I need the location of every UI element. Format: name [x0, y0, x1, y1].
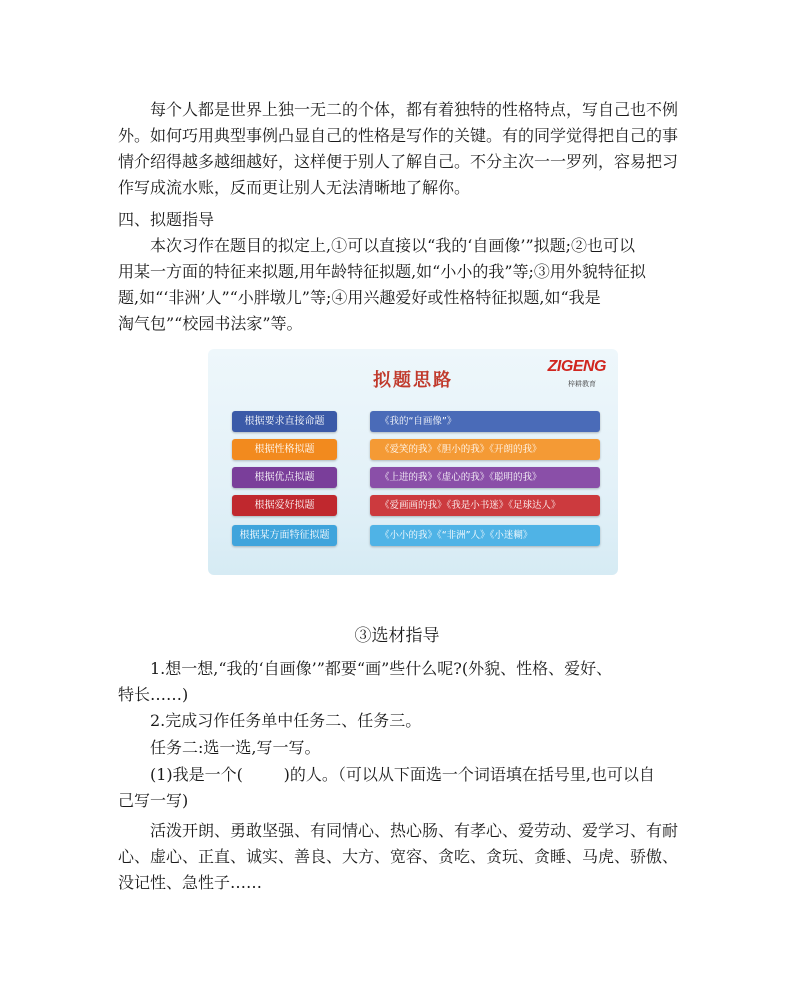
guidance-line: 题,如“‘非洲’人”“小胖墩儿”等;④用兴趣爱好或性格特征拟题,如“我是 — [118, 288, 601, 307]
guidance-line: 淘气包”“校园书法家”等。 — [118, 314, 303, 333]
section-heading-material-guidance: ③选材指导 — [354, 626, 440, 646]
title-guidance-paragraph — [118, 233, 678, 337]
category-label: 根据要求直接命题 — [232, 411, 337, 432]
question-1-line: 己写一写) — [118, 791, 189, 810]
word-list — [118, 818, 678, 896]
intro-line: 每个人都是世界上独一无二的个体，都有着独特的性格特点，写自己也不例 — [150, 100, 679, 119]
item-1 — [118, 656, 678, 708]
intro-line: 外。如何巧用典型事例凸显自己的性格是写作的关键。有的同学觉得把自己的事 — [118, 126, 679, 145]
category-label: 根据性格拟题 — [232, 439, 337, 460]
example-titles-bar: 《爱画画的我》《我是小书迷》《足球达人》 — [370, 495, 600, 516]
example-titles-bar: 《小小的我》《“非洲”人》《小迷糊》 — [370, 525, 600, 546]
infographic-title: 拟题思路 — [373, 370, 453, 391]
example-titles-bar: 《我的“自画像”》 — [370, 411, 600, 432]
item-2: 2.完成习作任务单中任务二、任务三。 — [150, 711, 422, 730]
category-label: 根据某方面特征拟题 — [232, 525, 337, 546]
intro-line: 情介绍得越多越细越好，这样便于别人了解自己。不分主次一一罗列，容易把习 — [118, 152, 679, 171]
word-list-line: 活泼开朗、勇敢坚强、有同情心、热心肠、有孝心、爱劳动、爱学习、有耐 — [150, 821, 679, 840]
example-titles-bar: 《爱笑的我》《胆小的我》《开朗的我》 — [370, 439, 600, 460]
logo-mark: ZIGENG — [547, 358, 606, 375]
guidance-line: 本次习作在题目的拟定上,①可以直接以“我的‘自画像’”拟题;②也可以 — [150, 236, 636, 255]
question-1 — [118, 762, 678, 814]
intro-line: 作写成流水账，反而更让别人无法清晰地了解你。 — [118, 178, 471, 197]
example-titles-bar: 《上进的我》《虚心的我》《聪明的我》 — [370, 467, 600, 488]
title-ideas-infographic — [208, 349, 618, 575]
section-heading-title-guidance: 四、拟题指导 — [118, 210, 215, 229]
category-label: 根据爱好拟题 — [232, 495, 337, 516]
category-label: 根据优点拟题 — [232, 467, 337, 488]
word-list-line: 没记性、急性子…… — [118, 873, 263, 892]
logo-text: 梓耕教育 — [568, 380, 596, 388]
task-2-heading: 任务二:选一选,写一写。 — [150, 738, 321, 757]
item-1-line: 1.想一想,“我的‘自画像’”都要“画”些什么呢?(外貌、性格、爱好、 — [150, 659, 613, 678]
intro-paragraph — [118, 97, 678, 201]
guidance-line: 用某一方面的特征来拟题,用年龄特征拟题,如“小小的我”等;③用外貌特征拟 — [118, 262, 646, 281]
item-1-line: 特长……) — [118, 685, 189, 704]
publisher-logo — [544, 358, 606, 392]
word-list-line: 心、虚心、正直、诚实、善良、大方、宽容、贪吃、贪玩、贪睡、马虎、骄傲、 — [118, 847, 679, 866]
question-1-line: (1)我是一个( )的人。（可以从下面选一个词语填在括号里,也可以自 — [150, 765, 655, 784]
